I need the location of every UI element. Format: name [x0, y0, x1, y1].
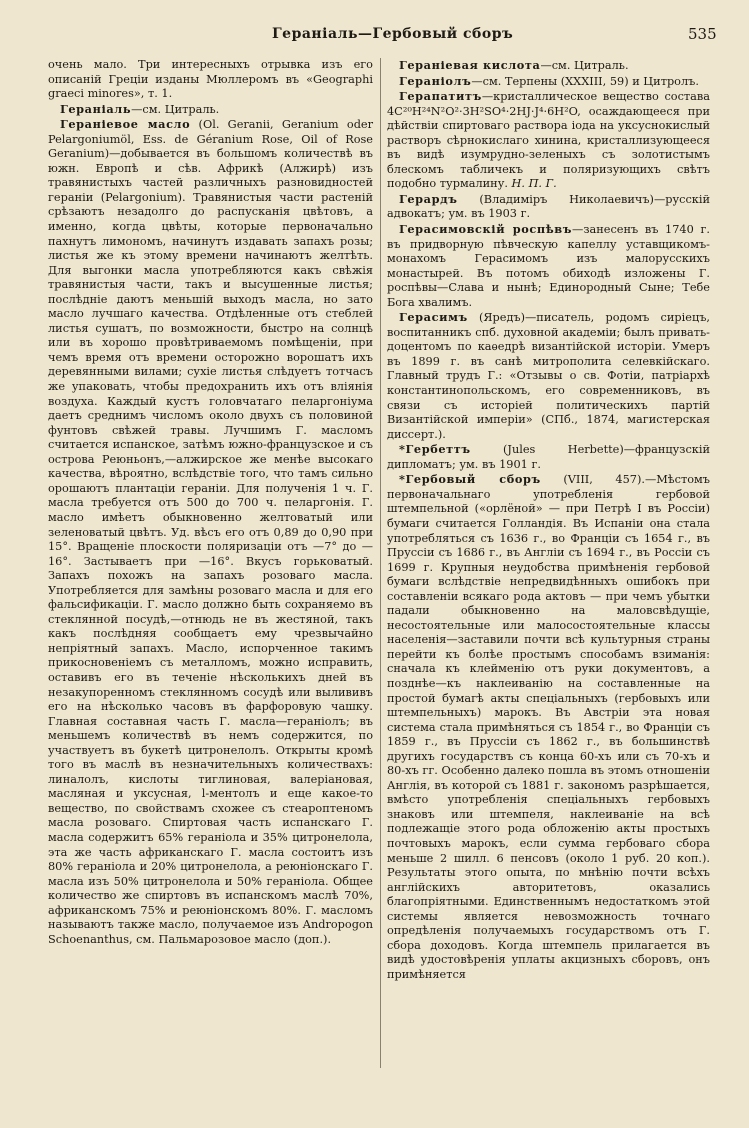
- entry-headword: *Гербовый сборъ: [399, 472, 541, 487]
- entry-author: Н. П. Г.: [511, 177, 557, 191]
- entry: [48, 58, 373, 102]
- entry: [387, 89, 710, 192]
- entry: [48, 102, 373, 118]
- right-column: [387, 58, 710, 982]
- entry-headword: Гераніевое масло: [60, 117, 191, 132]
- entry-headword: Герасимъ: [399, 310, 468, 325]
- entry: [387, 58, 710, 74]
- page-number: 535: [688, 25, 717, 43]
- entry-text: —см. Цитраль.: [131, 102, 220, 116]
- entry: [387, 192, 710, 222]
- entry: [48, 117, 373, 947]
- entry: [387, 442, 710, 472]
- entry: [387, 222, 710, 310]
- entry: [387, 472, 710, 982]
- entry-headword: Герапатитъ: [399, 89, 482, 104]
- entry-text: очень мало. Три интересныхъ отрывка изъ его описаній Греціи изданы Мюллеромъ въ «Geographi graeci minores», т. 1.: [48, 58, 373, 101]
- page-header: [0, 20, 749, 50]
- entry-text: (Ol. Geranii, Geranium oder Pelargoniumöl, Ess. de Géranium Rose, Oil of Rose Geranium)—добывается въ большомъ количествѣ въ южн. Европѣ и сѣв. Африкѣ (Алжирѣ) изъ травянистыхъ частей различныхъ разновидностей гераніи (Pelargonium). Травянистыя части растеній срѣзаютъ незадолго до распусканія цвѣтовъ, а именно, когда цвѣты, которые первоначально пахнутъ лимономъ, начинутъ издавать запахъ розы; листья же къ этому времени начинаютъ желтѣть. Для выгонки масла употребляются какъ свѣжія травянистыя части, такъ и высушенные листья; послѣдніе даютъ меньшій выходъ масла, но зато масло лучшаго качества. Отдѣленные отъ стеблей листья сушатъ, по возможности, быстро на солнцѣ или въ хорошо провѣтриваемомъ помѣщеніи, при чемъ время отъ времени осторожно ворошатъ ихъ деревянными вилами; сухіе листья слѣдуетъ тотчасъ же упаковать, чтобы предохранить ихъ отъ вліянія воздуха. Каждый кустъ головчатаго пеларгоніума даетъ среднимъ числомъ около двухъ съ половиной фунтовъ свѣжей травы. Лучшимъ Г. масломъ считается испанское, затѣмъ южно-французское и съ острова Реюньонъ,—алжирское же менѣе высокаго качества, вѣроятно, вслѣдствіе того, что тамъ сильно орошаютъ плантаціи гераніи. Для полученія 1 ч. Г. масла требуется отъ 500 до 700 ч. пеларгонія. Г. масло имѣетъ обыкновенно желтоватый или зеленоватый цвѣтъ. Уд. вѣсъ его отъ 0,89 до 0,90 при 15°. Вращеніе плоскости поляризаціи отъ —7° до —16°. Застываетъ при —16°. Вкусъ горьковатый. Запахъ похожъ на запахъ розоваго масла. Употребляется для замѣны розоваго масла и для его фальсификаціи. Г. масло должно быть сохраняемо въ стеклянной посудѣ,—отнюдь не въ жестяной, такъ какъ послѣдняя сообщаетъ ему чрезвычайно непріятный запахъ. Масло, испорченное такимъ прикосновеніемъ съ металломъ, можно исправить, оставивъ его въ теченіе нѣсколькихъ дней въ незакупоренномъ стеклянномъ сосудѣ или вылививъ его на нѣсколько часовъ въ фарфоровую чашку. Главная составная часть Г. масла—гераніолъ; въ меньшемъ количествѣ въ немъ содержится, по участвуетъ въ букетѣ цитронелолъ. Открыты кромѣ того въ маслѣ въ незначительныхъ количествахъ: линалолъ, кислоты тиглиновая, валеріановая, масляная и уксусная, l-ментолъ и еще какое-то вещество, по свойствамъ схожее съ стеароптеномъ масла розоваго. Спиртовая часть испанскаго Г. масла содержитъ 65% гераніола и 35% цитронелола, эта же часть африканскаго Г. масла состоитъ изъ 80% гераніола и 20% цитронелола, а реюніонскаго Г. масла изъ 50% цитронелола и 50% гераніола. Общее количество же спиртовъ въ испанскомъ маслѣ 70%, африканскомъ 75% и реюніонскомъ 80%. Г. масломъ называютъ также масло, получаемое изъ Andropogon Schoenanthus, см. Пальмарозовое масло (доп.).: [48, 118, 374, 946]
- entry-headword: Гераніолъ: [399, 73, 472, 88]
- entry-headword: Гераніевая кислота: [399, 58, 541, 72]
- column-divider: [380, 58, 381, 1068]
- entry-headword: Герардъ: [399, 191, 458, 206]
- entry-headword: Герасимовскій роспѣвъ: [399, 222, 573, 237]
- entry-headword: *Гербеттъ: [399, 442, 471, 457]
- entry-text: (Jules Herbette)—французскій дипломатъ; ум. въ 1901 г.: [387, 443, 710, 471]
- entry: [387, 74, 710, 90]
- entry-text: —см. Терпены (XXXIII, 59) и Цитролъ.: [471, 74, 699, 88]
- entry-text: (Владиміръ Николаевичъ)—русскій адвокатъ; ум. въ 1903 г.: [387, 192, 710, 221]
- entry: [387, 310, 710, 442]
- entry-text: —см. Цитраль.: [540, 59, 629, 72]
- entry-text: —занесенъ въ 1740 г. въ придворную пѣвческую капеллу уставщикомъ-монахомъ Герасимомъ изъ малорусскихъ монастырей. Въ потомъ обиходѣ изложены Г. роспѣвы—Слава и нынѣ; Единородный Сыне; Тебе Бога хвалимъ.: [387, 223, 710, 309]
- running-head: Гераніаль—Гербовый сборъ: [272, 26, 514, 42]
- entry-headword: Гераніаль: [60, 101, 132, 116]
- entry-text: (Яредъ)—писатель, родомъ сиріецъ, воспитанникъ спб. духовной академіи; былъ привать-доцентомъ по каѳедрѣ византійской исторіи. Умеръ въ 1899 г. въ санѣ митрополита селевкійскаго. Главный трудъ Г.: «Отзывы о св. Фотіи, патріархѣ константинопольскомъ, его современниковъ, въ связи съ исторіей политическихъ партій Византійской имперіи» (СПб., 1874, магистерская диссерт.).: [387, 311, 710, 441]
- entry-text: —кристаллическое вещество состава 4C²⁰H²⁴N²O²·3H²SO⁴·2HJ·J⁴·6H²O, осаждающееся при дѣйствіи спиртоваго раствора іода на уксуснокислый растворъ сѣрнокислаго хинина, кристаллизующееся въ видѣ изумрудно-зеленыхъ съ золотистымъ блескомъ табличекъ и поляризующихъ свѣтъ подобно турмалину.: [387, 90, 710, 191]
- left-column: [48, 58, 373, 947]
- entry-text: (VIII, 457).—Мѣстомъ первоначальнаго употребленія гербовой штемпельной («орлёной» — при Петрѣ I въ Россіи) бумаги считается Голландія. Въ Испаніи она стала употребляться съ 1636 г., во Франціи съ 1654 г., въ Пруссіи съ 1686 г., въ Англіи съ 1694 г., въ Россіи съ 1699 г. Крупныя неудобства примѣненія гербовой бумаги вслѣдствіе непредвидѣнныхъ ошибокъ при составленіи всякаго рода актовъ — при чемъ убытки падали обыкновенно на маловсвѣдущіе, несостоятельные или малосостоятельные классы населенія—заставили почти всѣ культурныя страны перейти къ болѣе простымъ способамъ взиманія: сначала къ клейменію отъ руки документовъ, а позднѣе—къ наклеиванію на составленные на простой бумагѣ акты спеціальныхъ (гербовыхъ или штемпельныхъ) марокъ. Въ Австріи эта новая система стала примѣняться съ 1854 г., во Франціи съ 1859 г., въ Пруссіи съ 1862 г., въ большинствѣ другихъ государствъ съ конца 60-хъ или съ 70-хъ и 80-хъ гг. Особенно далеко пошла въ этомъ отношеніи Англія, въ которой съ 1881 г. закономъ разрѣшается, вмѣсто употребленія спеціальныхъ гербовыхъ знаковъ или штемпеля, наклеиваніе на всѣ подлежащіе этого рода обложенію акты простыхъ почтовыхъ марокъ, если сумма гербоваго сбора меньше 2 шилл. 6 пенсовъ (около 1 руб. 20 коп.). Результаты этого опыта, по мнѣнію почти всѣхъ англійскихъ авторитетовъ, оказались благопріятными. Единственнымъ недостаткомъ этой системы является невозможность точнаго опредѣленія получаемыхъ государствомъ отъ Г. сбора доходовъ. Когда штемпель прилагается въ видѣ удостовѣренія уплаты акцизныхъ сборовъ, онъ примѣняется: [387, 473, 710, 981]
